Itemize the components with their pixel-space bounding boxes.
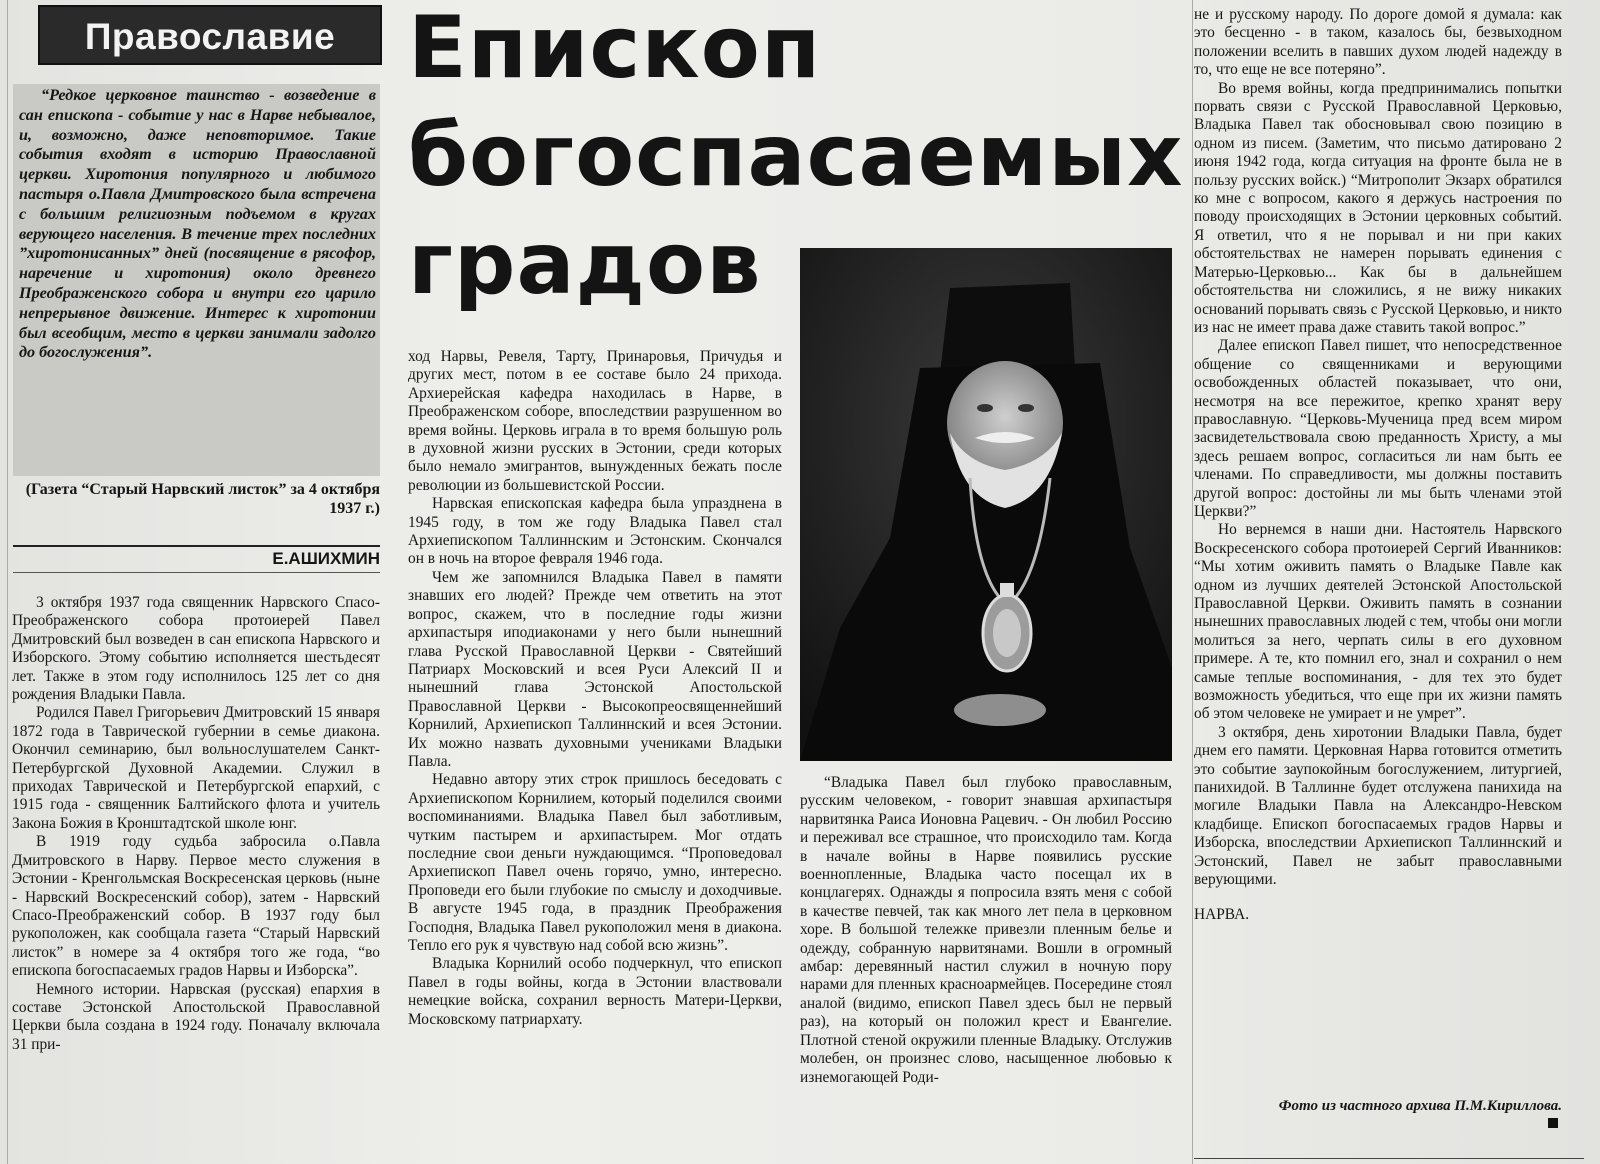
paragraph: Немного истории. Нарвская (русская) епархия в составе Эстонской Апостольской Православной Церкви была создана в 1924 году. Поначалу включала 31 при- [12,980,380,1053]
epigraph-box [13,84,380,476]
divider [13,572,380,573]
paragraph: Нарвская епископская кафедра была упразднена в 1945 году, в том же году Владыка Павел стал Архиепископом Таллиннским и Эстонским. Скончался он в ночь на второе февраля 1946 года. [408,495,782,568]
paragraph: Но вернемся в наши дни. Настоятель Нарвского Воскресенского собора протоиерей Сергий Иванников: “Мы хотим оживить память о Владыке Павле как одном из лучших деятелей Эстонской Апостольской Православной Церкви. Оживить память в сознании нынешних православных людей с тем, чтобы они могли молиться за него, черпать силы в его духовном примере. А те, кто помнил его, знал и сохранил о нем самые теплые воспоминания, - для тех это будет возможность убедиться, что еще при их жизни память об этом человеке не умирает и не умрет”. [1194,521,1562,723]
headline-line-1: Епископ [408,0,822,98]
headline-line-3: градов [408,214,762,314]
paragraph: Недавно автору этих строк пришлось беседовать с Архиепископом Корнилием, который поделился своими воспоминаниями. Владыка Павел был заботливым, чутким пастырем и архипастырем. Мог отдать последние свои деньги нуждающимся. “Проповедовал Архиепископ Павел очень горячо, умно, интересно. Проповеди его были глубокие по смыслу и доходчивые. В августе 1945 года, в праздник Преображения Господня, Владыка Павел рукоположил меня в диакона. Тепло его рук я чувствую над собой всю жизнь”. [408,771,782,954]
bishop-portrait-image [800,248,1172,761]
article-column-1 [12,594,380,1054]
column-rule [1192,0,1193,1164]
column-rule [7,0,8,1164]
sign-off: НАРВА. [1194,905,1250,923]
paragraph: Далее епископ Павел пишет, что непосредственное общение со священниками и верующими освобожденных областей показывает, что они, несмотря на все пережитое, крепко хранят веру православную. “Церковь-Мученица пред всем миром засвидетельствовала свою преданность Христу, а мы здесь решаем вопрос, согласиться ли нам быть ее членами. По справедливости, мы должны поставить другой вопрос: достойны ли мы быть членами этой Церкви?” [1194,337,1562,520]
paragraph: 3 октября 1937 года священник Нарвского Спасо-Преображенского собора протоиерей Павел Дмитровский был возведен в сан епископа Нарвского и Изборского. Этому событию исполняется шестьдесят лет. Также в этом году исполнилось 125 лет со дня рождения Владыки Павла. [12,594,380,704]
paragraph: Родился Павел Григорьевич Дмитровский 15 января 1872 года в Таврической губернии в семье диакона. Окончил семинарию, был вольнослушателем Санкт-Петербургской Духовной Академии. Служил в приходах Таврической и Петербургской епархий, с 1915 года - священник Балтийского флота и учитель Закона Божия в Кронштадтской школе юнг. [12,704,380,832]
article-column-3 [800,774,1172,1087]
article-column-2 [408,348,782,1029]
epigraph-text: “Редкое церковное таинство - возведение в сан епископа - событие у нас в Нарве небывалое, и, возможно, даже неповторимое. Такие события входят в историю Православной церкви. Хиротония популярного и любимого пастыря о.Павла Дмитровского была встречена с большим религиозным подъемом в кругах верующего населения. В течение трех последних ”хиротонисанных” дней (посвящение в рясофор, наречение и хиротония) около древнего Преображенского собора и внутри его царило непрерывное движение. Интерес к хиротонии был всеобщим, место в церкви занимали задолго до богослужения”. [19,86,376,362]
divider [13,545,380,547]
paragraph: Владыка Корнилий особо подчеркнул, что епископ Павел в годы войны, когда в Эстонии властвовали немецкие войска, сохранил верность Матери-Церкви, Московскому патриархату. [408,955,782,1028]
portrait-photo [800,248,1172,761]
paragraph: В 1919 году судьба забросила о.Павла Дмитровского в Нарву. Первое место служения в Эстонии - Кренгольмская Воскресенская церковь (ныне - Нарвский Воскресенский собор), затем - Нарвский Спасо-Преображенский собор. В 1937 году был рукоположен, как сообщала газета “Старый Нарвский листок” в номере за 4 октября того же года, “во епископа богоспасаемых градов Нарвы и Изборска”. [12,833,380,980]
headline-line-2: богоспасаемых [408,106,1184,206]
section-label: Православие [38,5,382,65]
epigraph-source: (Газета “Старый Нарвский листок” за 4 октября 1937 г.) [25,481,380,517]
paragraph: Во время войны, когда предпринимались попытки порвать связи с Русской Православной Церковью, Владыка Павел так обосновывал свою позицию в одном из писем. (Заметим, что письмо датировано 2 июня 1942 года, когда ситуация на фронте была не в пользу русских войск.) “Митрополит Экзарх обратился ко мне с вопросом, какого я держусь настроения по поводу происходящих в Эстонии церковных событий. Я ответил, что я не порывал и ни при каких обстоятельствах не намерен порывать единения с Матерью-Церковью... Как бы в дальнейшем обстоятельства ни сложились, я не вижу никаких оснований порывать связь с Русской Церковью, и никто из нас не имеет права даже ставить такой вопрос.” [1194,79,1562,336]
article-column-4 [1194,6,1562,924]
paragraph: ход Нарвы, Ревеля, Тарту, Принаровья, Причудья и других мест, потом в ее составе было 24 прихода. Архиерейская кафедра находилась в Нарве, в Преображенском соборе, впоследствии разрушенном во время войны. Церковь играла в то время большую роль в духовной жизни русских в Эстонии, среди которых было немало эмигрантов, вынужденных бежать после революции из большевистской России. [408,348,782,494]
author-byline: Е.АШИХМИН [272,549,380,568]
paragraph: “Владыка Павел был глубоко православным, русским человеком, - говорит знавшая архипастыря нарвитянка Раиса Ионовна Рацевич. - Он любил Россию и переживал все страшное, что происходило там. Когда в начале войны в Нарве появились русские военнопленные, Владыка часто посещал их в концлагерях. Однажды я попросила взять меня с собой в качестве певчей, так как много лет пела в церковном хоре. В большой тележке привезли пленным белье и одежду, собранную нарвитянами. Вошли в огромный амбар: деревянный настил служил в ночную пору нарами для пленных красноармейцев. Посередине стоял аналой (видимо, епископ Павел здесь был не первый раз), на который он положил крест и Евангелие. Плотной стеной окружили пленные Владыку. Отслужив молебен, он произнес слово, насыщенное любовью к изнемогающей Роди- [800,774,1172,1086]
paragraph: 3 октября, день хиротонии Владыки Павла, будет днем его памяти. Церковная Нарва готовится отметить это событие заупокойным богослужением, литургией, панихидой. В Таллинне будет отслужена панихида на могиле Владыки Павла на Александро-Невском кладбище. Епископ богоспасаемых градов Нарвы и Изборска, впоследствии Архиепископ Таллиннский и Эстонский, Павел не забыт православными верующими. [1194,723,1562,889]
divider [1194,1158,1584,1159]
paragraph: Чем же запомнился Владыка Павел в памяти знавших его людей? Прежде чем ответить на этот вопрос, скажем, что в последние годы жизни архипастыря иподиаконами у него были нынешний глава Русской Православной Церкви - Святейший Патриарх Московский и всея Руси Алексий II и нынешний глава Эстонской Апостольской Православной Церкви - Высокопреосвященнейший Корнилий, Архиепископ Таллиннский и всея Эстонии. Их можно назвать духовными учениками Владыки Павла. [408,568,782,770]
photo-credit: Фото из частного архива П.М.Кириллова. [1278,1098,1562,1114]
end-mark [1548,1118,1558,1128]
paragraph: не и русскому народу. По дороге домой я думала: как это бесценно - в таком, казалось бы, безвыходном положении вселить в павших духом людей надежду в то, что еще не все потеряно”. [1194,6,1562,79]
